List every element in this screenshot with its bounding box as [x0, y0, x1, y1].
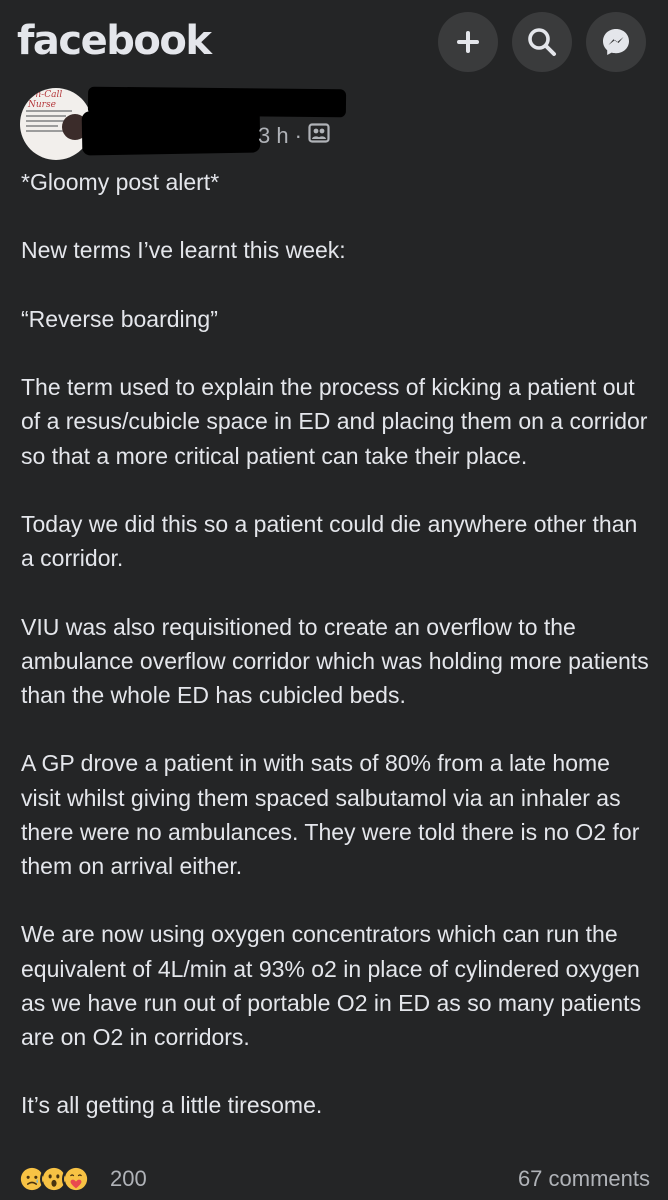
friends-audience-icon[interactable] [308, 122, 330, 150]
search-button[interactable] [512, 12, 572, 72]
post-paragraph: “Reverse boarding” [21, 305, 218, 332]
post-paragraph: The term used to explain the process of kicking a patient out of a resus/cubicle space in ED and placing them on a corridor so that a more critical patient can take their place. [21, 374, 648, 469]
post-timestamp[interactable] [258, 122, 330, 150]
post-paragraph: *Gloomy post alert* [21, 169, 220, 195]
search-icon [526, 26, 558, 58]
post-time-separator: · [294, 123, 302, 148]
post-paragraph: Today we did this so a patient could die anywhere other than a corridor. [21, 510, 638, 572]
post-paragraph: We are now using oxygen concentrators which can run the equivalent of 4L/min at 93% o2 in place of cylindered oxygen as we have run out of portable O2 in ED as so many patients are on O2 in corridors. [21, 921, 642, 1050]
messenger-icon [600, 26, 632, 58]
post-body [21, 165, 653, 1157]
care-reaction-icon [62, 1165, 90, 1193]
reaction-count[interactable]: 200 [110, 1166, 147, 1191]
reactions-bar [18, 1163, 650, 1197]
post-header [0, 82, 668, 162]
post-paragraph: It’s all getting a little tiresome. [21, 1092, 323, 1119]
avatar-script-text: On-Call Nurse [28, 90, 63, 110]
post-paragraph: VIU was also requisitioned to create an overflow to the ambulance overflow corridor which was holding more patients than the whole ED has cubicled beds. [21, 613, 649, 708]
redacted-author-detail [82, 108, 261, 155]
post-paragraph: A GP drove a patient in with sats of 80% from a late home visit whilst giving them spaced salbutamol via an inhaler as there were no ambulances. They were told there is no O2 for them on arrival either. [21, 750, 640, 879]
facebook-logo[interactable]: facebook [17, 18, 211, 64]
post-time-text: 3 h [258, 123, 289, 148]
create-button[interactable] [438, 12, 498, 72]
plus-icon [453, 27, 483, 57]
post-paragraph: New terms I’ve learnt this week: [21, 237, 346, 264]
comments-count[interactable]: 67 comments [517, 1166, 650, 1191]
messenger-button[interactable] [586, 12, 646, 72]
top-bar [0, 0, 668, 90]
